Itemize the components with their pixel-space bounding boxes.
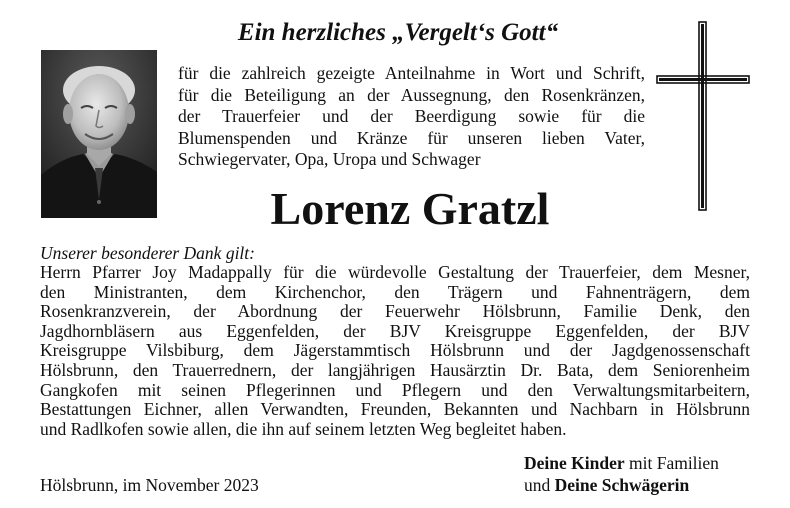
thanks-line: Herrn Pfarrer Joy Madappally für die würdevolle Gestaltung der Trauerfeier, dem Mesner,	[40, 262, 750, 282]
portrait-photo	[41, 50, 157, 218]
signature	[524, 452, 719, 496]
thanks-line: Bestattungen Eichner, allen Verwandten, Freunden, Bekannten und Nachbarn in Hölsbrunn	[40, 399, 750, 420]
place-date: Hölsbrunn, im November 2023	[40, 475, 259, 495]
thanks-line: Kreisgruppe Vilsbiburg, dem Jägerstammtisch Hölsbrunn und der Jagdgenossenschaft	[40, 340, 750, 361]
latin-cross-icon	[655, 20, 751, 212]
thanks-line: Hölsbrunn, den Trauerrednern, der langjährigen Hausärztin Dr. Bata, dem Seniorenheim	[40, 359, 750, 380]
thanks-body	[40, 263, 750, 439]
intro-line: Blumenspenden und Kränze für unseren lieben Vater,	[178, 127, 645, 148]
thanks-line: und Radlkofen sowie allen, die ihn auf seinem letzten Weg begleitet haben.	[40, 418, 567, 439]
signature-children: Deine Kinder	[524, 453, 625, 473]
deceased-name: Lorenz Gratzl	[270, 183, 550, 234]
headline: Ein herzliches „Vergelt‘s Gott“	[237, 19, 559, 46]
thanks-line: Rosenkranzverein, der Abordnung der Feuerwehr Hölsbrunn, Familie Denk, den	[40, 301, 750, 322]
signature-line-2	[524, 474, 719, 496]
intro-text	[178, 63, 645, 171]
thanks-line: den Ministranten, dem Kirchenchor, den Trägern und Fahnenträgern, dem	[40, 281, 750, 302]
intro-line: für die zahlreich gezeigte Anteilnahme in Wort und Schrift,	[178, 63, 645, 83]
signature-line-1	[524, 452, 719, 474]
intro-line: für die Beteiligung an der Aussegnung, den Rosenkränzen,	[178, 84, 645, 105]
thanks-line: Gangkofen mit seinen Pflegerinnen und Pflegern und den Verwaltungsmitarbeitern,	[40, 379, 750, 400]
thanks-line: Jagdhornbläsern aus Eggenfelden, der BJV Kreisgruppe Eggenfelden, der BJV	[40, 320, 750, 341]
intro-line: der Trauerfeier und der Beerdigung sowie für die	[178, 106, 645, 127]
portrait-image	[41, 50, 157, 218]
signature-and: und	[524, 475, 555, 495]
signature-families: mit Familien	[624, 453, 719, 473]
thanks-heading: Unserer besonderer Dank gilt:	[40, 243, 255, 263]
signature-sister-in-law: Deine Schwägerin	[554, 475, 690, 495]
intro-line: Schwiegervater, Opa, Uropa und Schwager	[178, 149, 481, 170]
